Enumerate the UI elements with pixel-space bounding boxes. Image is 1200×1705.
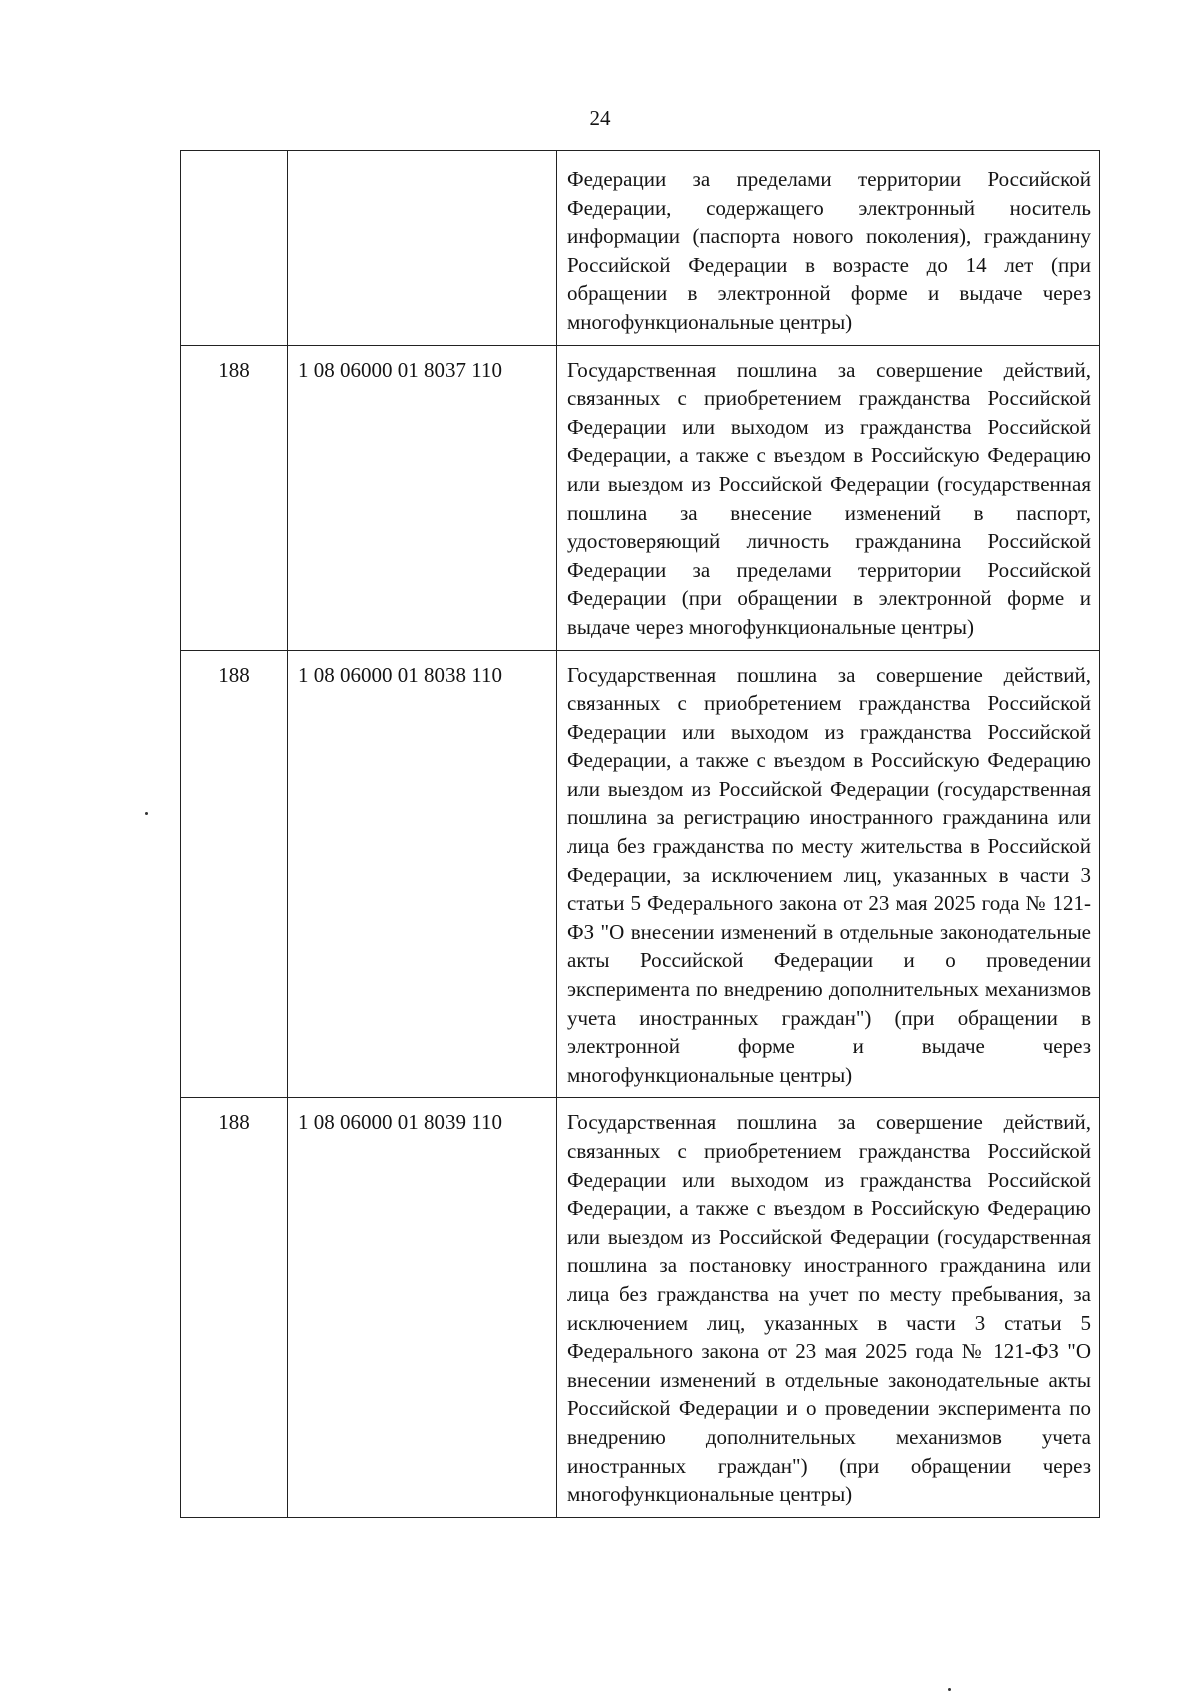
kbk-code-cell: 1 08 06000 01 8037 110 [288, 345, 557, 650]
budget-codes-table [180, 150, 1100, 1518]
table-row [181, 345, 1100, 650]
description-cell: Государственная пошлина за совершение действий, связанных с приобретением гражданства Российской Федерации или выходом из гражданства Российской Федерации, а также с въездом в Российскую Федерацию или выездом из Российской Федерации (государственная пошлина за внесение изменений в паспорт, удостоверяющий личность гражданина Российской Федерации за пределами территории Российской Федерации (при обращении в электронной форме и выдаче через многофункциональные центры) [557, 345, 1100, 650]
kbk-code-cell [288, 151, 557, 346]
admin-code-cell [181, 151, 288, 346]
page-number: 24 [589, 106, 611, 130]
table-row [181, 151, 1100, 346]
table-row [181, 1098, 1100, 1517]
admin-code-cell: 188 [181, 1098, 288, 1517]
description-cell: Государственная пошлина за совершение действий, связанных с приобретением гражданства Российской Федерации или выходом из гражданства Российской Федерации, а также с въездом в Российскую Федерацию или выездом из Российской Федерации (государственная пошлина за регистрацию иностранного гражданина или лица без гражданства по месту жительства в Российской Федерации, за исключением лиц, указанных в части 3 статьи 5 Федерального закона от 23 мая 2025 года № 121-ФЗ "О внесении изменений в отдельные законодательные акты Российской Федерации и о проведении эксперимента по внедрению дополнительных механизмов учета иностранных граждан") (при обращении в электронной форме и выдаче через многофункциональные центры) [557, 650, 1100, 1098]
description-cell: Государственная пошлина за совершение действий, связанных с приобретением гражданства Российской Федерации или выходом из гражданства Российской Федерации, а также с въездом в Российскую Федерацию или выездом из Российской Федерации (государственная пошлина за постановку иностранного гражданина или лица без гражданства на учет по месту пребывания, за исключением лиц, указанных в части 3 статьи 5 Федерального закона от 23 мая 2025 года № 121-ФЗ "О внесении изменений в отдельные законодательные акты Российской Федерации и о проведении эксперимента по внедрению дополнительных механизмов учета иностранных граждан") (при обращении через многофункциональные центры) [557, 1098, 1100, 1517]
table-row [181, 650, 1100, 1098]
description-cell: Федерации за пределами территории Российской Федерации, содержащего электронный носитель информации (паспорта нового поколения), гражданину Российской Федерации в возрасте до 14 лет (при обращении в электронной форме и выдаче через многофункциональные центры) [557, 151, 1100, 346]
admin-code-cell: 188 [181, 650, 288, 1098]
admin-code-cell: 188 [181, 345, 288, 650]
kbk-code-cell: 1 08 06000 01 8039 110 [288, 1098, 557, 1517]
scan-speck [948, 1688, 951, 1691]
kbk-code-cell: 1 08 06000 01 8038 110 [288, 650, 557, 1098]
scan-speck [145, 812, 148, 815]
